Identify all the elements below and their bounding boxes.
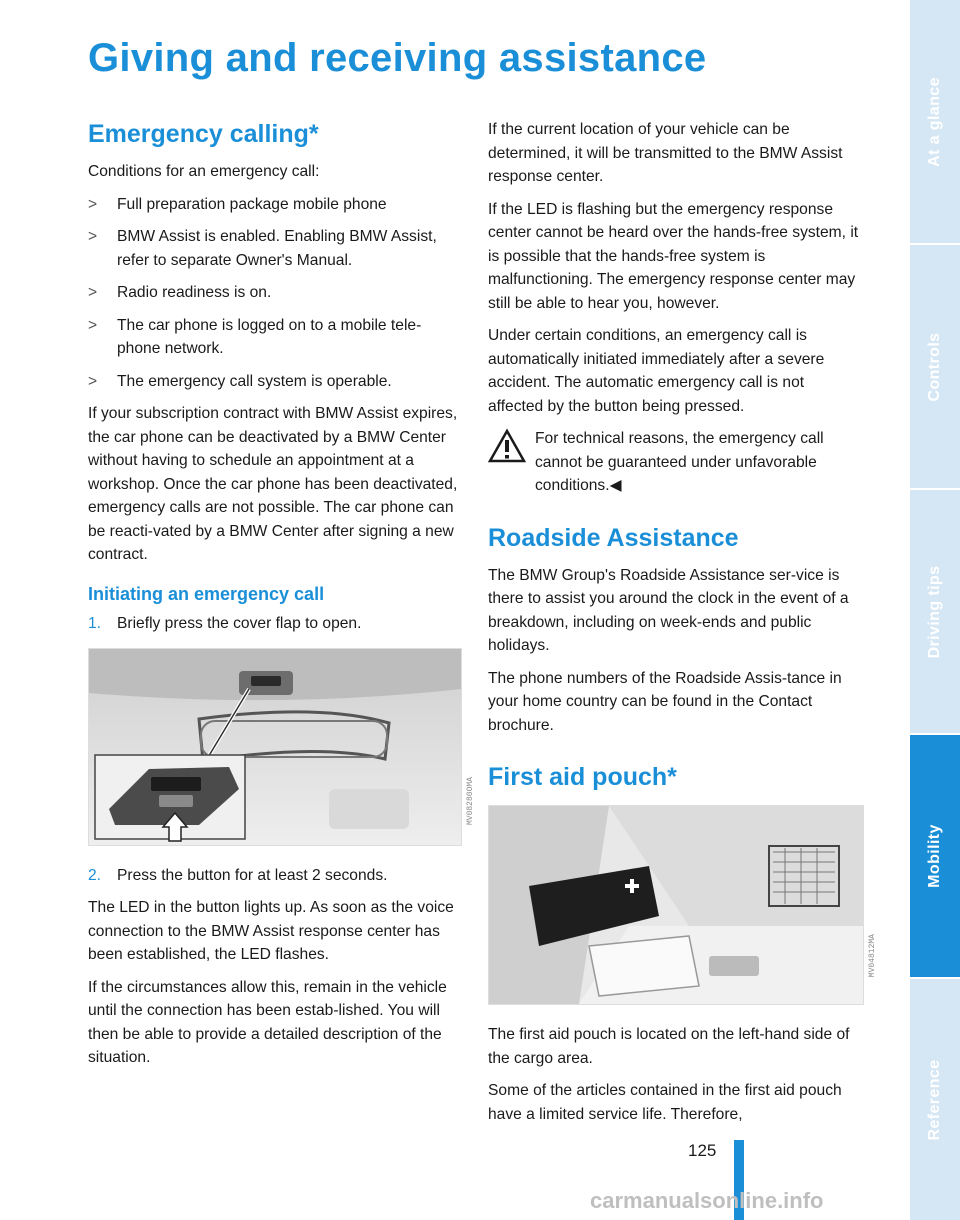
watermark: carmanualsonline.info [590,1188,824,1213]
image-code: MV08280OMA [466,776,475,825]
step-2 [88,864,460,888]
step-text: Briefly press the cover flap to open. [117,615,362,632]
tab-label: Driving tips [926,565,943,658]
list-item-text: The emergency call system is operable. [117,372,392,390]
pouch-location-paragraph: The first aid pouch is located on the left-hand side of the cargo area. [488,1026,850,1067]
heading-emergency-calling: Emergency calling* [88,120,319,148]
cargo-area-illustration [489,806,863,1004]
list-item-text: Radio readiness is on. [117,284,272,301]
chapter-sidebar [910,0,960,1220]
tab-label: Reference [926,1059,943,1140]
bullet-marker: > [88,316,98,334]
tab-mobility[interactable] [910,735,960,977]
warning-text: For technical reasons, the emergency call cannot be guaranteed under unfavorable conditions. [535,430,824,494]
page-title: Giving and receiving assistance [88,36,707,80]
subscription-paragraph: If your subscription contract with BMW Assist expires, the car phone can be deactivated by a BMW Center without having to schedule an appointment at a workshop. Once the car phone has been deactivated, emergency calls are not possible. The car phone can be reacti-vated by a BMW Center after signing a new contract. [88,405,458,563]
list-item [88,281,460,305]
heading-roadside-assistance: Roadside Assistance [488,523,739,552]
warning-note [488,427,860,498]
flashing-led-paragraph: If the LED is flashing but the emergency response center cannot be heard over the hands-free system, it is possible that the hands-free system is malfunctioning. The emergency response center may still be able to hear you, however. [488,200,859,312]
automatic-call-paragraph: Under certain conditions, an emergency call is automatically initiated immediately after a severe accident. The automatic emergency call is not affected by the button being pressed. [488,327,825,415]
warning-triangle-icon [488,429,526,463]
tab-driving-tips[interactable] [910,490,960,733]
list-item [88,193,460,217]
page-number: 125 [688,1141,717,1160]
overhead-console-illustration [89,649,461,845]
step-text: Press the button for at least 2 seconds. [117,866,388,884]
list-item-text: The car phone is logged on to a mobile tele-phone network. [117,316,422,357]
step-number: 2. [88,866,102,884]
led-paragraph: The LED in the button lights up. As soon as the voice connection to the BMW Assist response center has been established, the LED flashes. [88,899,454,963]
roadside-paragraph-2: The phone numbers of the Roadside Assis-tance in your home country can be found in the Contact brochure. [488,669,842,734]
remain-paragraph: If the circumstances allow this, remain in the vehicle until the connection has been estab-lished. You will then be able to provide a detailed description of the situation. [88,978,447,1066]
bullet-marker: > [88,195,98,213]
tab-controls[interactable] [910,245,960,488]
tab-reference[interactable] [910,979,960,1220]
list-item [88,314,460,361]
first-aid-pouch-photo [488,805,877,1005]
tab-label: Controls [926,332,943,401]
tab-label: Mobility [926,824,943,888]
heading-initiating-call: Initiating an emergency call [88,583,325,604]
end-of-note-marker: ◀ [609,477,622,494]
step-number: 1. [88,615,102,632]
list-item [88,370,460,394]
bullet-marker: > [88,372,98,390]
image-code: MV04812MA [868,934,877,978]
roadside-paragraph-1: The BMW Group's Roadside Assistance ser-vice is there to assist you around the clock in the event of a breakdown, including on week-ends and public holidays. [488,566,849,654]
list-item [88,225,460,272]
tab-at-a-glance[interactable] [910,0,960,243]
step-1 [88,612,460,636]
emergency-button-photo [88,648,475,846]
pouch-service-life-paragraph: Some of the articles contained in the first aid pouch have a limited service life. Therefore, [488,1082,842,1123]
list-item-text: Full preparation package mobile phone [117,195,387,213]
warning-body [535,427,860,498]
location-paragraph: If the current location of your vehicle can be determined, it will be transmitted to the BMW Assist response center. [488,121,843,185]
left-column [88,118,475,1079]
list-item-text: BMW Assist is enabled. Enabling BMW Assist, refer to separate Owner's Manual. [117,228,437,269]
right-column [488,118,877,1135]
tab-label: At a glance [926,76,943,167]
heading-first-aid-pouch: First aid pouch* [488,763,677,791]
conditions-intro: Conditions for an emergency call: [88,163,320,180]
bullet-marker: > [88,228,98,245]
bullet-marker: > [88,284,98,301]
conditions-list [88,193,460,394]
